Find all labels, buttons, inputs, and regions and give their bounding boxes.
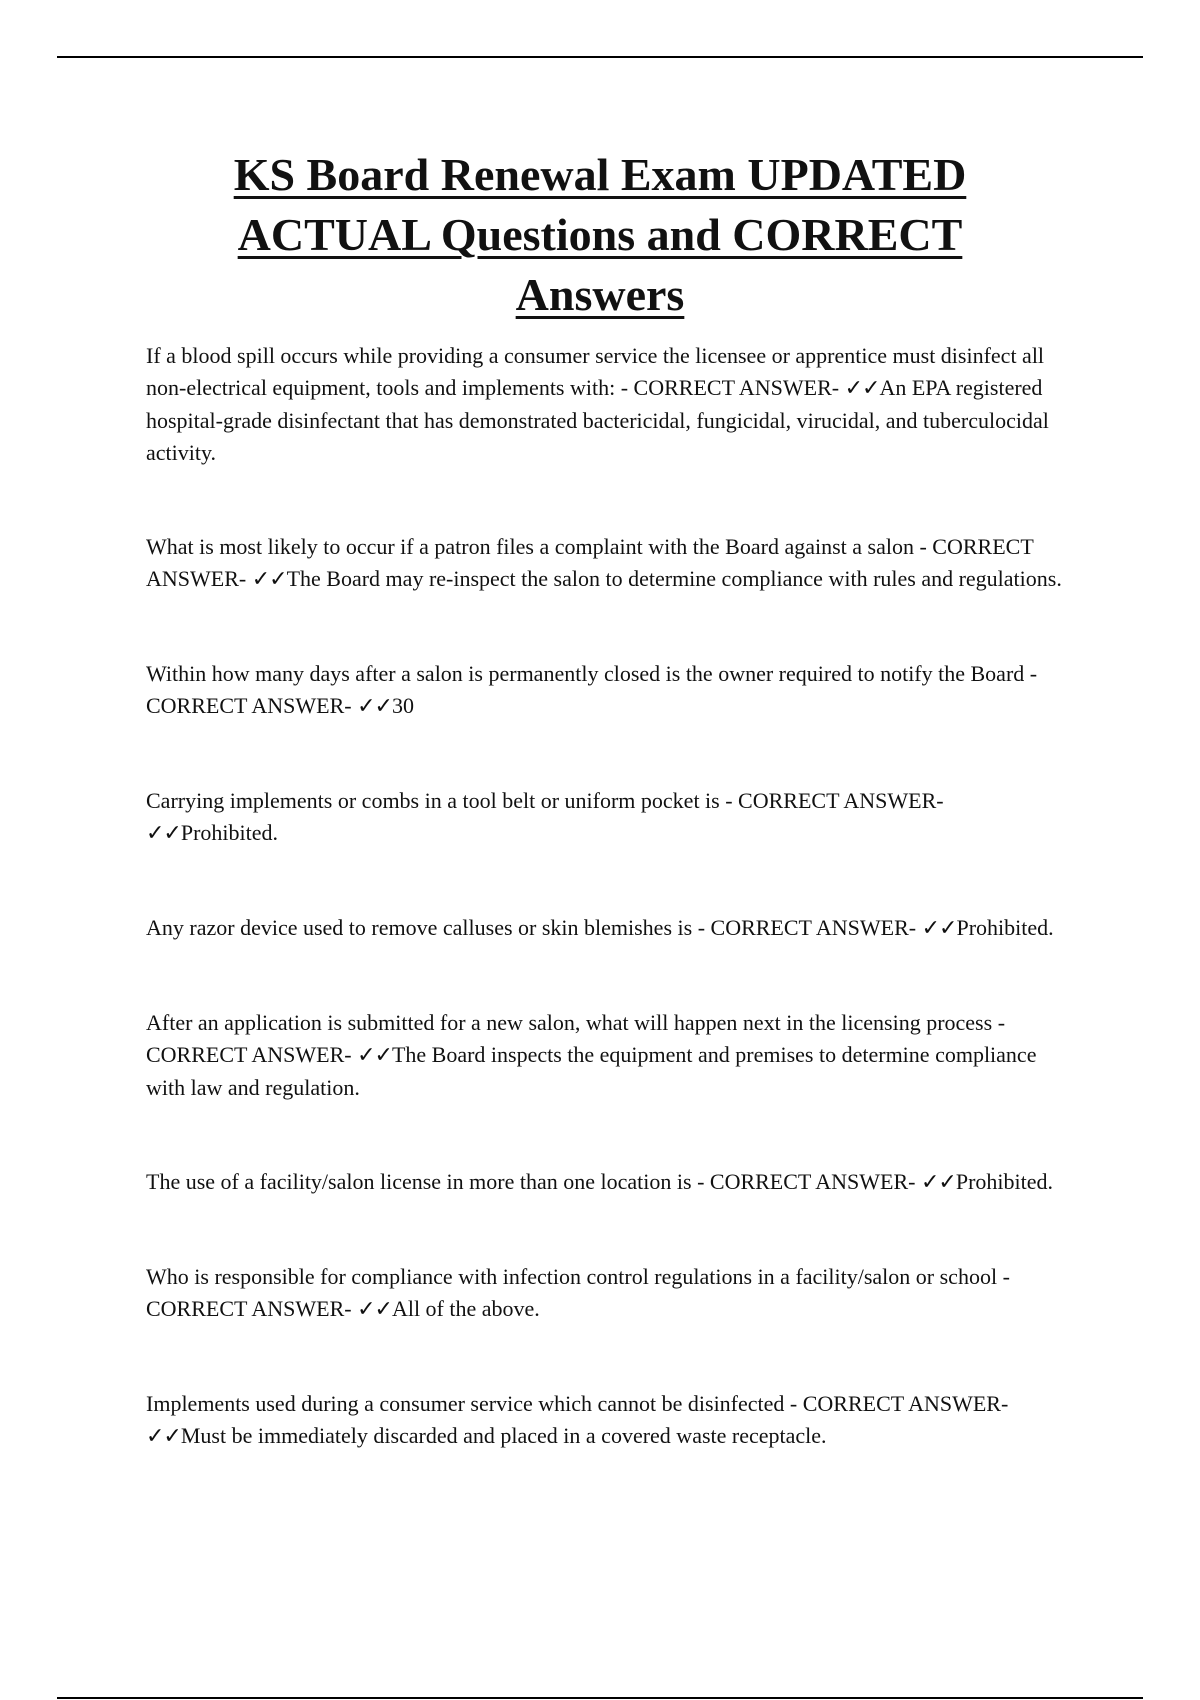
answer-marker: - CORRECT ANSWER- <box>697 1169 916 1194</box>
document-title: KS Board Renewal Exam UPDATED ACTUAL Questions and CORRECT Answers <box>233 149 967 320</box>
double-check-icon: ✓✓ <box>844 376 880 401</box>
double-check-icon: ✓✓ <box>251 567 287 592</box>
question-text: If a blood spill occurs while providing a consumer service the licensee or apprentice must disinfect all non-electrical equipment, tools and implements with: <box>146 343 1045 400</box>
qa-item <box>146 1388 1066 1453</box>
answer-text: The Board inspects the equipment and premises to determine compliance with law and regulation. <box>146 1042 1037 1100</box>
double-check-icon: ✓✓ <box>146 1424 181 1449</box>
answer-marker: - CORRECT ANSWER- <box>146 1010 1006 1067</box>
answer-text: The Board may re-inspect the salon to determine compliance with rules and regulations. <box>286 566 1062 591</box>
question-text: Any razor device used to remove calluses or skin blemishes is <box>146 915 698 940</box>
question-text: Carrying implements or combs in a tool belt or uniform pocket is <box>146 788 726 813</box>
header-rule <box>57 56 1143 58</box>
qa-item <box>146 1007 1066 1104</box>
qa-item <box>146 785 1066 850</box>
question-text: Within how many days after a salon is permanently closed is the owner required to notify the Board <box>146 661 1030 686</box>
double-check-icon: ✓✓ <box>146 821 181 846</box>
answer-text: Prohibited. <box>955 1169 1053 1194</box>
footer-rule <box>57 1697 1143 1699</box>
double-check-icon: ✓✓ <box>357 1297 392 1322</box>
answer-text: An EPA registered hospital-grade disinfectant that has demonstrated bactericidal, fungicidal, virucidal, and tuberculocidal activity. <box>146 375 1049 465</box>
answer-marker: - CORRECT ANSWER- <box>725 788 944 813</box>
answer-text: All of the above. <box>391 1296 540 1321</box>
qa-item <box>146 912 1066 945</box>
qa-list <box>146 340 1066 1453</box>
answer-marker: - CORRECT ANSWER- <box>146 661 1038 718</box>
double-check-icon: ✓✓ <box>921 916 957 941</box>
answer-text: Prohibited. <box>956 915 1054 940</box>
answer-marker: - CORRECT ANSWER- <box>146 1264 1010 1321</box>
question-text: What is most likely to occur if a patron files a complaint with the Board against a salon <box>146 534 920 559</box>
question-text: Who is responsible for compliance with infection control regulations in a facility/salon or school <box>146 1264 1003 1289</box>
double-check-icon: ✓✓ <box>357 1043 392 1068</box>
question-text: After an application is submitted for a new salon, what will happen next in the licensing process <box>146 1010 998 1035</box>
answer-marker: - CORRECT ANSWER- <box>697 915 917 940</box>
question-text: Implements used during a consumer service which cannot be disinfected <box>146 1391 790 1416</box>
answer-text: 30 <box>391 693 414 718</box>
qa-item <box>146 531 1066 596</box>
answer-text: Prohibited. <box>180 820 279 845</box>
answer-marker: - CORRECT ANSWER- <box>620 375 840 400</box>
qa-item <box>146 1166 1066 1199</box>
qa-item <box>146 340 1066 469</box>
qa-item <box>146 658 1066 723</box>
question-text: The use of a facility/salon license in more than one location is <box>146 1169 698 1194</box>
answer-marker: - CORRECT ANSWER- <box>789 1391 1009 1416</box>
double-check-icon: ✓✓ <box>357 694 392 719</box>
answer-marker: - CORRECT ANSWER- <box>146 534 1034 591</box>
answer-text: Must be immediately discarded and placed in a covered waste receptacle. <box>180 1423 827 1448</box>
double-check-icon: ✓✓ <box>920 1170 956 1195</box>
qa-item <box>146 1261 1066 1326</box>
